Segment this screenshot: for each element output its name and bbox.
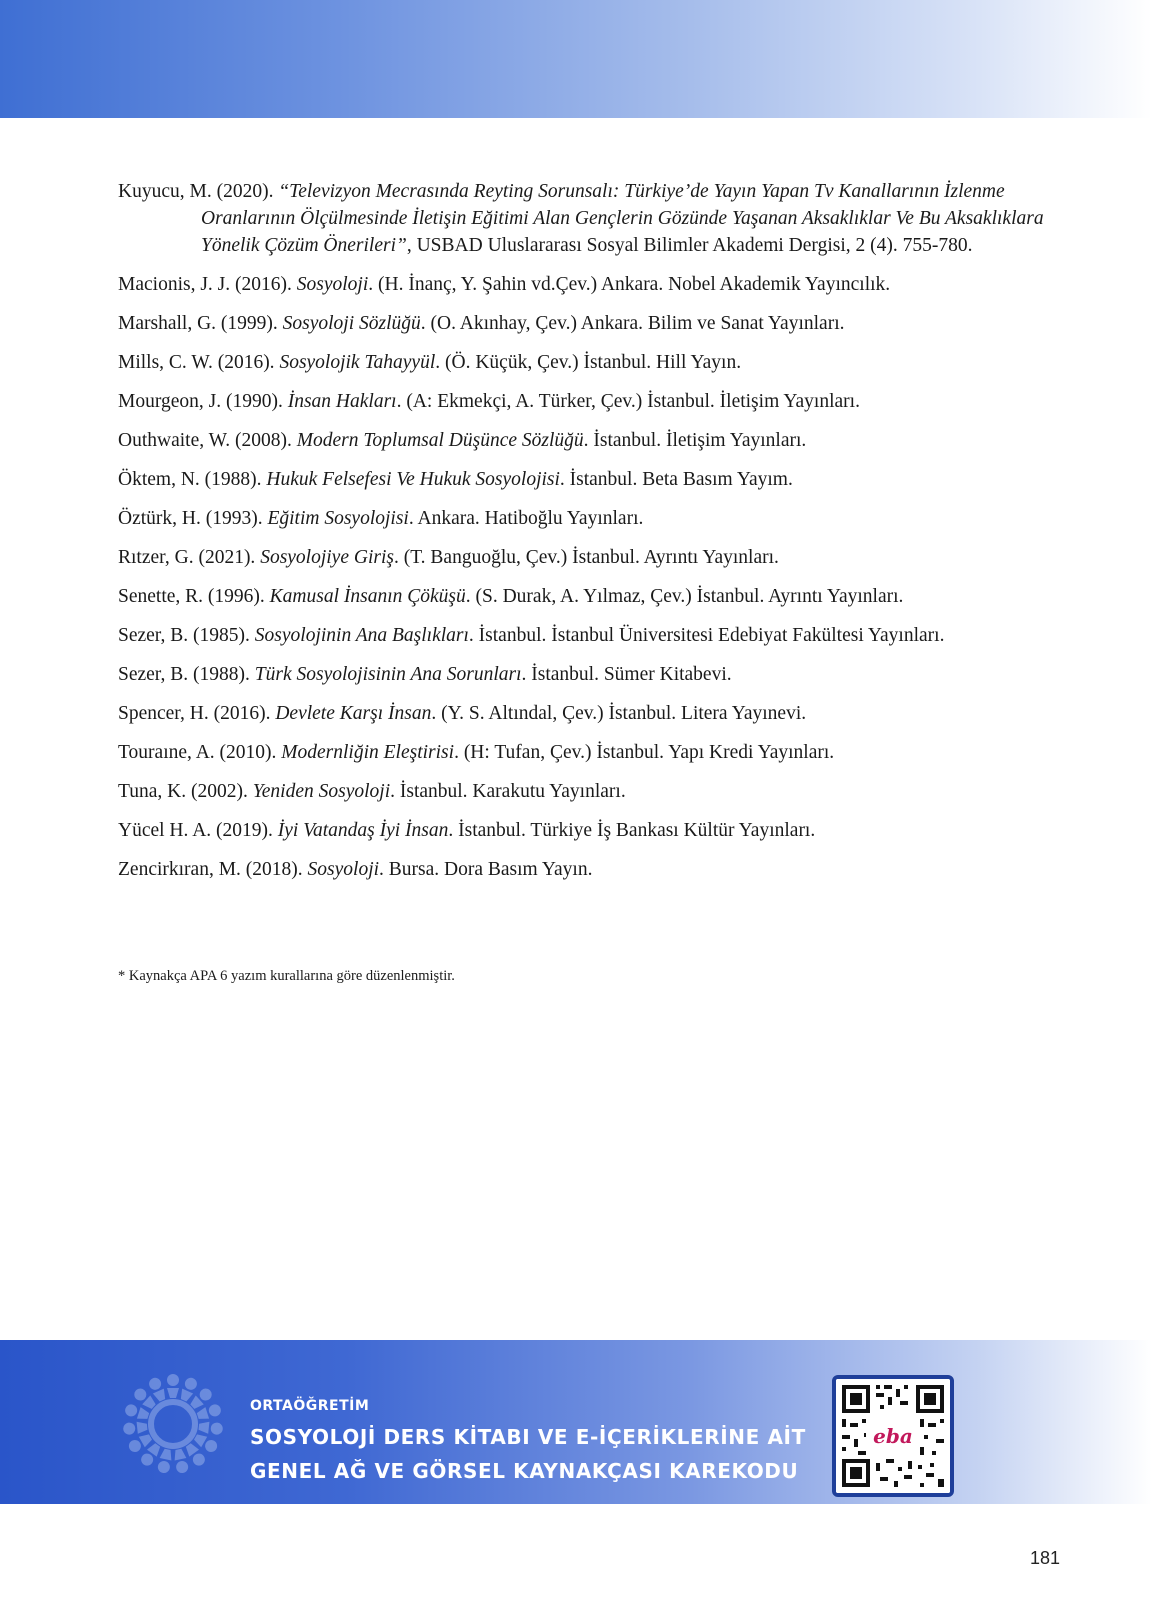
- reference-entry: [118, 310, 1058, 337]
- reference-title: Hukuk Felsefesi Ve Hukuk Sosyolojisi: [266, 469, 560, 490]
- reference-entry: [118, 349, 1058, 376]
- reference-title: Yeniden Sosyoloji: [252, 781, 391, 802]
- reference-author: Outhwaite, W. (2008).: [118, 430, 297, 451]
- reference-author: Sezer, B. (1985).: [118, 625, 255, 646]
- reference-publisher: . Ankara. Hatiboğlu Yayınları.: [408, 508, 644, 529]
- qr-code[interactable]: [832, 1375, 954, 1497]
- reference-publisher: . İstanbul. İletişim Yayınları.: [583, 430, 807, 451]
- reference-author: Kuyucu, M. (2020).: [118, 181, 279, 202]
- reference-author: Tuna, K. (2002).: [118, 781, 253, 802]
- reference-title: Sosyoloji: [307, 859, 380, 880]
- reference-author: Zencirkıran, M. (2018).: [118, 859, 308, 880]
- reference-publisher: . (T. Banguoğlu, Çev.) İstanbul. Ayrıntı Yayınları.: [393, 547, 779, 568]
- reference-author: Sezer, B. (1988).: [118, 664, 255, 685]
- qr-banner: [0, 1340, 1152, 1504]
- reference-title: Modern Toplumsal Düşünce Sözlüğü: [296, 430, 584, 451]
- top-header-band: [0, 0, 1152, 118]
- reference-author: Macionis, J. J. (2016).: [118, 274, 297, 295]
- reference-publisher: . (H: Tufan, Çev.) İstanbul. Yapı Kredi Yayınları.: [454, 742, 835, 763]
- reference-entry: [118, 700, 1058, 727]
- banner-title-line-1: SOSYOLOJİ DERS KİTABI VE E-İÇERİKLERİNE AİT: [250, 1425, 806, 1449]
- reference-author: Senette, R. (1996).: [118, 586, 270, 607]
- reference-entry: [118, 427, 1058, 454]
- reference-entry: [118, 544, 1058, 571]
- eba-logo-text: eba: [873, 1424, 913, 1448]
- reference-title: “Televizyon Mecrasında Reyting Sorunsalı: Türkiye’de Yayın Yapan Tv Kanallarının İzlenme Oranlarının Ölçülmesinde İletişin Eğitimi Alan Gençlerin Gözünde Yaşanan Aksaklıklar Ve Bu Aksaklıklara Yönelik Çözüm Önerileri”: [201, 181, 1044, 256]
- reference-author: Mourgeon, J. (1990).: [118, 391, 288, 412]
- reference-author: Touraıne, A. (2010).: [118, 742, 282, 763]
- reference-entry: [118, 178, 1058, 259]
- reference-title: Sosyolojik Tahayyül: [279, 352, 436, 373]
- reference-publisher: . (Y. S. Altındal, Çev.) İstanbul. Litera Yayınevi.: [431, 703, 807, 724]
- reference-author: Spencer, H. (2016).: [118, 703, 276, 724]
- banner-title-line-2: GENEL AĞ VE GÖRSEL KAYNAKÇASI KAREKODU: [250, 1459, 799, 1483]
- reference-title: Devlete Karşı İnsan: [275, 703, 432, 724]
- reference-title: Modernliğin Eleştirisi: [281, 742, 455, 763]
- reference-entry: [118, 778, 1058, 805]
- reference-entry: [118, 583, 1058, 610]
- reference-author: Öztürk, H. (1993).: [118, 508, 268, 529]
- reference-entry: [118, 817, 1058, 844]
- reference-publisher: . İstanbul. Beta Basım Yayım.: [559, 469, 793, 490]
- reference-author: Marshall, G. (1999).: [118, 313, 283, 334]
- reference-author: Öktem, N. (1988).: [118, 469, 267, 490]
- reference-author: Yücel H. A. (2019).: [118, 820, 278, 841]
- reference-title: Kamusal İnsanın Çöküşü: [269, 586, 466, 607]
- page-number: 181: [1030, 1548, 1061, 1568]
- reference-title: Türk Sosyolojisinin Ana Sorunları: [254, 664, 522, 685]
- reference-author: Rıtzer, G. (2021).: [118, 547, 261, 568]
- reference-entry: [118, 856, 1058, 883]
- reference-publisher: . (O. Akınhay, Çev.) Ankara. Bilim ve Sanat Yayınları.: [420, 313, 845, 334]
- reference-author: Mills, C. W. (2016).: [118, 352, 280, 373]
- reference-list: [118, 178, 1058, 895]
- reference-title: İnsan Hakları: [287, 391, 397, 412]
- reference-entry: [118, 505, 1058, 532]
- reference-publisher: . (S. Durak, A. Yılmaz, Çev.) İstanbul. Ayrıntı Yayınları.: [465, 586, 904, 607]
- reference-publisher: . (A: Ekmekçi, A. Türker, Çev.) İstanbul. İletişim Yayınları.: [396, 391, 860, 412]
- reference-publisher: . Bursa. Dora Basım Yayın.: [379, 859, 593, 880]
- reference-publisher: , USBAD Uluslararası Sosyal Bilimler Akademi Dergisi, 2 (4). 755-780.: [406, 235, 973, 256]
- reference-entry: [118, 739, 1058, 766]
- reference-publisher: . İstanbul. İstanbul Üniversitesi Edebiyat Fakültesi Yayınları.: [468, 625, 945, 646]
- banner-level-label: ORTAÖĞRETİM: [250, 1398, 370, 1414]
- reference-title: Sosyolojiye Giriş: [260, 547, 394, 568]
- ministry-emblem-icon: [108, 1352, 238, 1492]
- banner-text: [250, 1398, 806, 1488]
- reference-publisher: . İstanbul. Türkiye İş Bankası Kültür Yayınları.: [448, 820, 816, 841]
- reference-entry: [118, 661, 1058, 688]
- reference-entry: [118, 466, 1058, 493]
- reference-publisher: . (H. İnanç, Y. Şahin vd.Çev.) Ankara. Nobel Akademik Yayıncılık.: [368, 274, 891, 295]
- reference-title: Sosyolojinin Ana Başlıkları: [254, 625, 469, 646]
- citation-style-footnote: * Kaynakça APA 6 yazım kurallarına göre düzenlenmiştir.: [118, 968, 455, 984]
- reference-publisher: . (Ö. Küçük, Çev.) İstanbul. Hill Yayın.: [435, 352, 742, 373]
- reference-title: İyi Vatandaş İyi İnsan: [277, 820, 449, 841]
- reference-publisher: . İstanbul. Sümer Kitabevi.: [521, 664, 732, 685]
- reference-entry: [118, 271, 1058, 298]
- reference-entry: [118, 388, 1058, 415]
- reference-entry: [118, 622, 1058, 649]
- reference-title: Eğitim Sosyolojisi: [267, 508, 409, 529]
- reference-publisher: . İstanbul. Karakutu Yayınları.: [390, 781, 626, 802]
- reference-title: Sosyoloji Sözlüğü: [282, 313, 421, 334]
- reference-title: Sosyoloji: [296, 274, 369, 295]
